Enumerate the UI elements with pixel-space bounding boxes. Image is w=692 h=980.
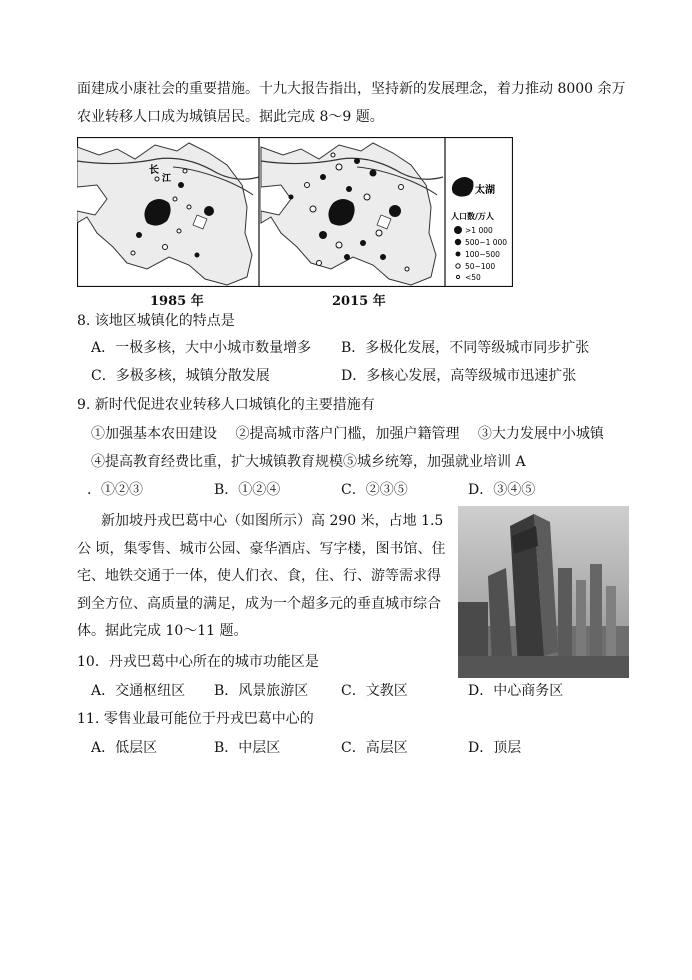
q8-option-c: C．多极多核，城镇分散发展 (91, 368, 270, 384)
city-dot (346, 186, 352, 192)
city-dot (399, 185, 404, 190)
city-dot (389, 205, 401, 217)
city-dot (131, 251, 135, 255)
city-dot (320, 174, 326, 180)
q11-option-c: C．高层区 (341, 740, 408, 756)
q8-option-b: B．多极化发展，不同等级城市同步扩张 (341, 340, 590, 356)
city-dot (187, 205, 191, 209)
q11-option-b: B．中层区 (214, 740, 281, 756)
legend-item-1: >1 000 (465, 226, 493, 235)
city-dot (183, 169, 187, 173)
city-dot (178, 182, 184, 188)
q9-option-d: D．③④⑤ (468, 482, 536, 498)
legend-item-2: 500~1 000 (465, 238, 508, 247)
urbanization-map-figure (77, 137, 513, 287)
legend-item-5: <50 (465, 273, 481, 282)
legend-title: 人口数/万人 (451, 212, 494, 221)
city-dot (289, 195, 294, 200)
q10-stem: 10．丹戎巴葛中心所在的城市功能区是 (77, 654, 319, 670)
q10-option-b: B．风景旅游区 (214, 683, 309, 699)
city-dot (336, 164, 342, 170)
city-dot (305, 183, 310, 188)
q10-option-a: A．交通枢纽区 (91, 683, 186, 699)
passage-line-4: 到全方位、高质量的满足，成为一个超多元的垂直城市综合 (77, 596, 441, 612)
intro-line-1: 面建成小康社会的重要措施。十九大报告指出，坚持新的发展理念，着力推动 8000 余万 (77, 81, 626, 97)
city-dot (155, 177, 159, 181)
passage-line-2: 公 顷，集零售、城市公园、豪华酒店、写字楼，图书馆、住 (77, 541, 446, 557)
q9-stem: 9. 新时代促进农业转移人口城镇化的主要措施有 (77, 397, 375, 413)
city-dot (344, 254, 350, 260)
q11-option-a: A．低层区 (91, 740, 158, 756)
q11-option-d: D．顶层 (468, 740, 522, 756)
city-dot (319, 231, 327, 239)
legend-item-4: 50~100 (465, 262, 496, 271)
city-dot (336, 242, 342, 248)
passage-line-1: 新加坡丹戎巴葛中心（如图所示）高 290 米，占地 1.5 (101, 513, 444, 529)
q9-items-line-1: ①加强基本农田建设 ②提高城市落户门槛，加强户籍管理 ③大力发展中小城镇 (91, 426, 604, 442)
river-label-jiang: 江 (162, 174, 172, 184)
city-dot (376, 230, 382, 236)
q9-option-c: C．②③⑤ (341, 482, 408, 498)
city-dot (204, 206, 214, 216)
city-dot (360, 240, 366, 246)
passage-line-3: 宅、地铁交通于一体，使人们衣、食，住、行、游等需求得 (77, 568, 441, 584)
q8-stem: 8. 该地区城镇化的特点是 (77, 313, 235, 329)
city-dot (405, 267, 409, 271)
city-dot (317, 261, 322, 266)
city-dot (177, 229, 181, 233)
q8-option-a: A．一极多核，大中小城市数量增多 (91, 340, 312, 356)
q8-option-d: D．多核心发展，高等级城市迅速扩张 (341, 368, 577, 384)
caption-1985: 1985 年 (150, 294, 204, 309)
city-dot (163, 245, 168, 250)
q10-option-d: D．中心商务区 (468, 683, 564, 699)
legend-item-3: 100~500 (465, 250, 500, 259)
intro-line-2: 农业转移人口成为城镇居民。据此完成 8～9 题。 (77, 109, 384, 125)
tanjong-pagar-centre-photo (458, 506, 629, 678)
city-dot (331, 153, 335, 157)
q10-option-c: C．文教区 (341, 683, 408, 699)
city-dot (354, 158, 360, 164)
city-dot (364, 194, 370, 200)
city-dot (173, 197, 177, 201)
river-label-chang: 长 (149, 165, 159, 176)
passage-line-5: 体。据此完成 10～11 题。 (77, 623, 248, 639)
q9-option-a: ．①②③ (87, 482, 143, 498)
city-dot (380, 254, 386, 260)
city-dot (370, 170, 377, 177)
q11-stem: 11. 零售业最可能位于丹戎巴葛中心的 (77, 711, 314, 727)
city-dot (136, 232, 142, 238)
q9-option-b: B．①②④ (214, 482, 281, 498)
caption-2015: 2015 年 (332, 294, 386, 309)
city-dot (195, 253, 200, 258)
q9-items-line-2: ④提高教育经费比重，扩大城镇教育规模⑤城乡统筹，加强就业培训 A (91, 454, 526, 470)
legend-lake-label: 太湖 (475, 185, 495, 196)
city-dot (310, 206, 316, 212)
